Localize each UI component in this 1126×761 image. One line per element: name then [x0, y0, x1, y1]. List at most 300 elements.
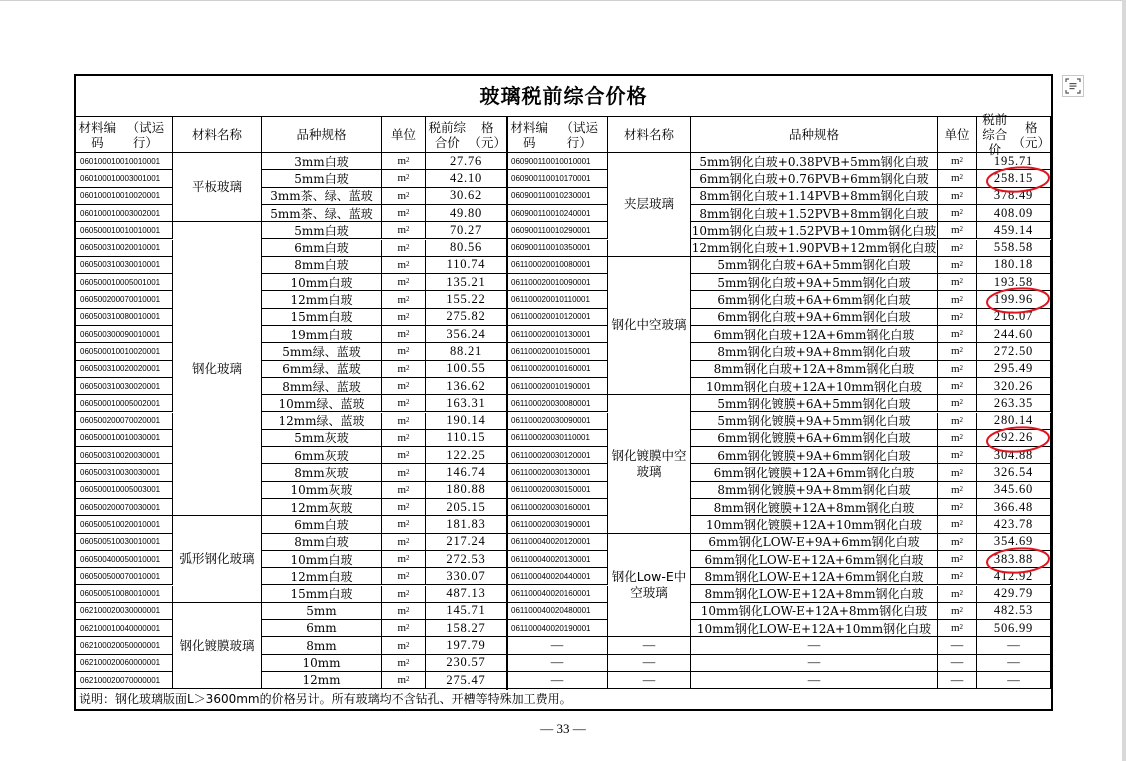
- material-code-cell: 060500310030030001: [76, 464, 173, 481]
- unit-text: m: [397, 258, 407, 271]
- material-code-cell: 062100020060000001: [76, 655, 173, 672]
- empty-dash-cell: —: [608, 637, 691, 654]
- price-cell: 135.21: [426, 274, 507, 291]
- price-cell: 110.15: [426, 430, 507, 447]
- unit-superscript: 2: [406, 502, 410, 511]
- price-cell: 110.74: [426, 257, 507, 274]
- spec-cell: 8mm钢化LOW-E+12A+8mm钢化白玻: [691, 586, 938, 603]
- table-title: 玻璃税前综合价格: [76, 76, 1051, 117]
- unit-text: m: [397, 431, 407, 444]
- spec-cell: 3mm茶、绿、蓝玻: [262, 188, 382, 205]
- empty-dash-cell: —: [507, 672, 608, 689]
- price-cell: 42.10: [426, 170, 507, 187]
- material-code-cell: 061100020030160001: [507, 499, 608, 516]
- unit-text: m: [950, 207, 960, 220]
- spec-cell: 10mm钢化镀膜+12A+10mm钢化白玻: [691, 516, 938, 533]
- material-code-cell: 060500010005001001: [76, 274, 173, 291]
- material-code-cell: 060500310030010001: [76, 257, 173, 274]
- price-cell: 354.69: [977, 534, 1051, 551]
- header-line: 税前综合价: [982, 112, 1008, 157]
- unit-text: m: [950, 155, 960, 168]
- material-name-cell: 钢化中空玻璃: [608, 257, 691, 395]
- price-cell: 258.15: [977, 170, 1051, 187]
- unit-superscript: 2: [959, 484, 964, 493]
- material-code-cell: 060900110010010001: [507, 153, 608, 170]
- unit-cell: [382, 568, 426, 585]
- spec-cell: 6mm钢化镀膜+9A+6mm钢化白玻: [691, 447, 938, 464]
- spec-cell: 6mm钢化镀膜+12A+6mm钢化白玻: [691, 464, 938, 481]
- unit-text: m: [397, 224, 407, 237]
- material-code-cell: 060500200070010001: [76, 291, 173, 308]
- empty-dash-cell: —: [977, 672, 1051, 689]
- material-code-cell: 060500310020010001: [76, 240, 173, 257]
- header-line: 单位: [944, 127, 970, 142]
- material-code-cell: 062100020030000001: [76, 603, 173, 620]
- material-code-cell: 060500510080010001: [76, 586, 173, 603]
- unit-cell: [382, 274, 426, 291]
- material-code-cell: 061100020010110001: [507, 291, 608, 308]
- unit-text: m: [950, 587, 960, 600]
- price-cell: 345.60: [977, 482, 1051, 499]
- unit-text: m: [950, 622, 960, 635]
- spec-cell: 10mm: [262, 655, 382, 672]
- material-code-cell: 061100020010190001: [507, 378, 608, 395]
- unit-superscript: 2: [959, 432, 964, 441]
- unit-text: m: [397, 207, 407, 220]
- unit-text: m: [397, 241, 407, 254]
- page-number: — 33 —: [540, 721, 586, 736]
- empty-dash-cell: —: [507, 655, 608, 672]
- material-code-cell: 060100010010020001: [76, 188, 173, 205]
- spec-cell: 6mm钢化白玻+0.76PVB+6mm钢化白玻: [691, 170, 938, 187]
- price-cell: 280.14: [977, 413, 1051, 430]
- price-cell: 459.14: [977, 222, 1051, 239]
- unit-text: m: [397, 570, 407, 583]
- unit-superscript: 2: [406, 225, 410, 234]
- spec-cell: 12mm灰玻: [262, 499, 382, 516]
- material-code-cell: 061100040020190001: [507, 620, 608, 637]
- header-line: 格（元）: [1012, 119, 1051, 150]
- unit-superscript: 2: [406, 363, 410, 372]
- price-cell: 423.78: [977, 516, 1051, 533]
- unit-text: m: [950, 258, 960, 271]
- unit-text: m: [950, 189, 960, 202]
- unit-cell: [938, 603, 977, 620]
- unit-superscript: 2: [959, 156, 964, 165]
- unit-cell: [382, 205, 426, 222]
- unit-superscript: 2: [406, 294, 410, 303]
- unit-cell: [938, 240, 977, 257]
- spec-cell: 15mm白玻: [262, 586, 382, 603]
- unit-cell: [382, 170, 426, 187]
- spec-cell: 15mm白玻: [262, 309, 382, 326]
- unit-superscript: 2: [959, 346, 964, 355]
- price-cell: 292.26: [977, 430, 1051, 447]
- spec-cell: 10mm灰玻: [262, 482, 382, 499]
- price-cell: 412.92: [977, 568, 1051, 585]
- unit-text: m: [950, 224, 960, 237]
- spec-cell: 10mm绿、蓝玻: [262, 395, 382, 412]
- top-border: [0, 0, 1126, 1]
- spec-cell: 8mm钢化镀膜+9A+8mm钢化白玻: [691, 482, 938, 499]
- spec-cell: 5mm钢化镀膜+9A+5mm钢化白玻: [691, 413, 938, 430]
- unit-superscript: 2: [406, 346, 410, 355]
- unit-text: m: [397, 380, 407, 393]
- unit-superscript: 2: [959, 381, 964, 390]
- material-code-cell: 061100020030110001: [507, 430, 608, 447]
- material-code-cell: 060900110010290001: [507, 222, 608, 239]
- price-cell: 136.62: [426, 378, 507, 395]
- material-name-cell: 钢化镀膜玻璃: [173, 603, 262, 690]
- unit-text: m: [397, 172, 407, 185]
- table-note: 说明：钢化玻璃版面L＞3600mm的价格另计。所有玻璃均不含钻孔、开槽等特殊加工费用。: [79, 692, 572, 706]
- material-code-cell: 060500010010030001: [76, 430, 173, 447]
- material-code-cell: 061100040020480001: [507, 603, 608, 620]
- price-cell: 326.54: [977, 464, 1051, 481]
- material-code-cell: 060900110010170001: [507, 170, 608, 187]
- spec-cell: 8mm钢化镀膜+12A+8mm钢化白玻: [691, 499, 938, 516]
- empty-dash-cell: —: [608, 672, 691, 689]
- unit-superscript: 2: [406, 554, 410, 563]
- empty-dash-cell: —: [608, 655, 691, 672]
- price-cell: 263.35: [977, 395, 1051, 412]
- price-cell: 163.31: [426, 395, 507, 412]
- price-cell: 145.71: [426, 603, 507, 620]
- unit-cell: [938, 257, 977, 274]
- price-table: [74, 74, 1053, 711]
- unit-superscript: 2: [959, 605, 964, 614]
- unit-superscript: 2: [406, 605, 410, 614]
- unit-text: m: [397, 276, 407, 289]
- material-code-cell: 062100020050000001: [76, 637, 173, 654]
- unit-superscript: 2: [406, 675, 410, 684]
- unit-cell: [382, 534, 426, 551]
- spec-cell: 5mm白玻: [262, 222, 382, 239]
- unit-cell: [938, 534, 977, 551]
- material-code-cell: 060500200070030001: [76, 499, 173, 516]
- spec-cell: 8mm钢化白玻+1.14PVB+8mm钢化白玻: [691, 188, 938, 205]
- spec-cell: 10mm白玻: [262, 274, 382, 291]
- unit-cell: [382, 672, 426, 689]
- header-line: （试运行）: [560, 119, 598, 150]
- unit-cell: [382, 309, 426, 326]
- unit-superscript: 2: [406, 398, 410, 407]
- spec-cell: 8mm绿、蓝玻: [262, 378, 382, 395]
- unit-text: m: [397, 414, 407, 427]
- spec-cell: 8mm钢化白玻+9A+8mm钢化白玻: [691, 343, 938, 360]
- header-line: 材料编码: [78, 119, 117, 150]
- unit-cell: [382, 482, 426, 499]
- spec-cell: 6mm钢化白玻+6A+6mm钢化白玻: [691, 291, 938, 308]
- material-code-cell: 060500010005002001: [76, 395, 173, 412]
- price-cell: 217.24: [426, 534, 507, 551]
- unit-text: m: [950, 604, 960, 617]
- unit-cell: [938, 291, 977, 308]
- ocr-tool-button[interactable]: [1062, 75, 1084, 97]
- header-price-right: [977, 112, 1051, 157]
- material-code-cell: 061100020030120001: [507, 447, 608, 464]
- material-code-cell: 060500300090010001: [76, 326, 173, 343]
- unit-text: m: [397, 189, 407, 202]
- unit-superscript: 2: [406, 156, 410, 165]
- material-code-cell: 061100020010080001: [507, 257, 608, 274]
- price-cell: 181.83: [426, 516, 507, 533]
- unit-text: m: [950, 310, 960, 323]
- price-cell: 295.49: [977, 361, 1051, 378]
- spec-cell: 10mm钢化LOW-E+12A+10mm钢化白玻: [691, 620, 938, 637]
- header-line: （试运行）: [126, 119, 165, 150]
- spec-cell: 5mm钢化镀膜+6A+5mm钢化白玻: [691, 395, 938, 412]
- price-cell: 275.47: [426, 672, 507, 689]
- price-cell: 275.82: [426, 309, 507, 326]
- unit-cell: [938, 586, 977, 603]
- material-code-cell: 061100020030080001: [507, 395, 608, 412]
- spec-cell: 5mm钢化白玻+9A+5mm钢化白玻: [691, 274, 938, 291]
- header-line: 品种规格: [788, 127, 839, 142]
- empty-dash-cell: —: [938, 672, 977, 689]
- unit-superscript: 2: [959, 242, 964, 251]
- unit-cell: [382, 188, 426, 205]
- price-cell: 244.60: [977, 326, 1051, 343]
- unit-text: m: [397, 604, 407, 617]
- unit-superscript: 2: [959, 329, 964, 338]
- spec-cell: 5mm绿、蓝玻: [262, 343, 382, 360]
- unit-text: m: [950, 570, 960, 583]
- unit-superscript: 2: [959, 450, 964, 459]
- unit-superscript: 2: [406, 450, 410, 459]
- material-code-cell: 060500510020010001: [76, 516, 173, 533]
- unit-superscript: 2: [406, 467, 410, 476]
- price-cell: 272.50: [977, 343, 1051, 360]
- price-cell: 30.62: [426, 188, 507, 205]
- unit-text: m: [397, 656, 407, 669]
- header-line: 品种规格: [296, 127, 347, 142]
- spec-cell: 8mm钢化白玻+1.52PVB+8mm钢化白玻: [691, 205, 938, 222]
- unit-text: m: [950, 501, 960, 514]
- empty-dash-cell: —: [977, 655, 1051, 672]
- empty-dash-cell: —: [691, 672, 938, 689]
- price-cell: 193.58: [977, 274, 1051, 291]
- unit-text: m: [950, 431, 960, 444]
- unit-superscript: 2: [406, 571, 410, 580]
- unit-superscript: 2: [406, 329, 410, 338]
- material-code-cell: 060500400050010001: [76, 551, 173, 568]
- unit-superscript: 2: [406, 588, 410, 597]
- unit-superscript: 2: [959, 571, 964, 580]
- unit-cell: [938, 447, 977, 464]
- price-cell: 429.79: [977, 586, 1051, 603]
- unit-text: m: [950, 518, 960, 531]
- header-code-left: [76, 117, 173, 153]
- spec-cell: 12mm钢化白玻+1.90PVB+12mm钢化白玻: [691, 241, 937, 256]
- unit-cell: [938, 499, 977, 516]
- unit-text: m: [397, 155, 407, 168]
- unit-superscript: 2: [959, 225, 964, 234]
- header-name-left: [173, 117, 262, 153]
- material-name-cell: 钢化镀膜中空玻璃: [608, 395, 691, 533]
- material-code-cell: 060500010005003001: [76, 482, 173, 499]
- price-cell: 70.27: [426, 222, 507, 239]
- unit-cell: [938, 222, 977, 239]
- unit-cell: [938, 378, 977, 395]
- unit-cell: [382, 395, 426, 412]
- price-cell: 330.07: [426, 568, 507, 585]
- unit-text: m: [397, 362, 407, 375]
- price-cell: 482.53: [977, 603, 1051, 620]
- material-code-cell: 061100020010160001: [507, 361, 608, 378]
- unit-cell: [382, 361, 426, 378]
- spec-cell: 10mm钢化白玻+12A+10mm钢化白玻: [691, 378, 938, 395]
- material-code-cell: 061100020030130001: [507, 464, 608, 481]
- price-cell: 272.53: [426, 551, 507, 568]
- unit-text: m: [950, 414, 960, 427]
- spec-cell: 19mm白玻: [262, 326, 382, 343]
- unit-cell: [382, 655, 426, 672]
- unit-cell: [382, 620, 426, 637]
- unit-cell: [382, 447, 426, 464]
- unit-text: m: [397, 622, 407, 635]
- spec-cell: 10mm钢化LOW-E+12A+8mm钢化白玻: [691, 603, 938, 620]
- price-cell: 122.25: [426, 447, 507, 464]
- material-name-cell: 钢化玻璃: [173, 222, 262, 516]
- unit-text: m: [397, 587, 407, 600]
- unit-superscript: 2: [406, 190, 410, 199]
- spec-cell: 12mm白玻: [262, 568, 382, 585]
- material-code-cell: 062100020070000001: [76, 672, 173, 689]
- material-code-cell: 060500310030020001: [76, 378, 173, 395]
- material-code-cell: 062100010040000001: [76, 620, 173, 637]
- unit-superscript: 2: [959, 311, 964, 320]
- material-name-cell: 平板玻璃: [173, 153, 262, 222]
- unit-text: m: [950, 241, 960, 254]
- unit-superscript: 2: [959, 190, 964, 199]
- material-code-cell: 060500310080010001: [76, 309, 173, 326]
- header-price-left: [426, 117, 507, 153]
- unit-superscript: 2: [959, 398, 964, 407]
- unit-cell: [382, 637, 426, 654]
- unit-cell: [938, 413, 977, 430]
- empty-dash-cell: —: [691, 637, 938, 654]
- price-cell: 230.57: [426, 655, 507, 672]
- price-cell: 558.58: [977, 240, 1051, 257]
- unit-text: m: [397, 293, 407, 306]
- unit-superscript: 2: [959, 173, 964, 182]
- unit-text: m: [950, 535, 960, 548]
- material-code-cell: 061100040020130001: [507, 551, 608, 568]
- unit-text: m: [950, 362, 960, 375]
- header-spec-right: [691, 117, 938, 153]
- price-cell: 180.18: [977, 257, 1051, 274]
- unit-superscript: 2: [406, 640, 410, 649]
- unit-superscript: 2: [406, 208, 410, 217]
- unit-cell: [938, 551, 977, 568]
- price-cell: 506.99: [977, 620, 1051, 637]
- unit-superscript: 2: [406, 173, 410, 182]
- unit-text: m: [950, 380, 960, 393]
- spec-cell: 6mm钢化LOW-E+9A+6mm钢化白玻: [691, 534, 938, 551]
- unit-cell: [938, 361, 977, 378]
- unit-cell: [938, 343, 977, 360]
- price-cell: 320.26: [977, 378, 1051, 395]
- unit-text: m: [397, 674, 407, 687]
- unit-text: m: [950, 172, 960, 185]
- unit-superscript: 2: [959, 623, 964, 632]
- price-cell: 80.56: [426, 240, 507, 257]
- spec-cell: 8mm钢化LOW-E+12A+6mm钢化白玻: [691, 568, 938, 585]
- spec-cell: 3mm白玻: [262, 153, 382, 170]
- material-name-cell: 弧形钢化玻璃: [173, 516, 262, 603]
- unit-text: m: [950, 449, 960, 462]
- unit-cell: [938, 568, 977, 585]
- spec-cell: 5mm茶、绿、蓝玻: [262, 205, 382, 222]
- material-code-cell: 060500200070020001: [76, 413, 173, 430]
- price-cell: 49.80: [426, 205, 507, 222]
- unit-cell: [382, 516, 426, 533]
- unit-cell: [938, 430, 977, 447]
- price-cell: 155.22: [426, 291, 507, 308]
- unit-text: m: [397, 466, 407, 479]
- unit-superscript: 2: [959, 519, 964, 528]
- price-cell: 356.24: [426, 326, 507, 343]
- unit-text: m: [950, 397, 960, 410]
- unit-cell: [382, 291, 426, 308]
- material-code-cell: 060500510030010001: [76, 534, 173, 551]
- material-code-cell: 060500010010020001: [76, 343, 173, 360]
- price-cell: 487.13: [426, 586, 507, 603]
- material-code-cell: 060500500070010001: [76, 568, 173, 585]
- text-recognition-icon: [1063, 76, 1083, 96]
- header-line: 材料名称: [623, 127, 674, 142]
- unit-cell: [382, 603, 426, 620]
- unit-text: m: [950, 293, 960, 306]
- spec-cell: 8mm白玻: [262, 257, 382, 274]
- spec-cell: 12mm绿、蓝玻: [262, 413, 382, 430]
- unit-superscript: 2: [406, 242, 410, 251]
- spec-cell: 6mm灰玻: [262, 447, 382, 464]
- header-line: 材料名称: [191, 127, 242, 142]
- unit-cell: [382, 378, 426, 395]
- header-name-right: [608, 117, 691, 153]
- unit-cell: [382, 343, 426, 360]
- spec-cell: 5mm钢化白玻+6A+5mm钢化白玻: [691, 257, 938, 274]
- spec-cell: 10mm白玻: [262, 551, 382, 568]
- header-code-right: [507, 117, 608, 153]
- spec-cell: 6mm钢化LOW-E+12A+6mm钢化白玻: [691, 551, 938, 568]
- unit-superscript: 2: [406, 484, 410, 493]
- unit-superscript: 2: [406, 415, 410, 424]
- unit-cell: [382, 153, 426, 170]
- unit-superscript: 2: [959, 208, 964, 217]
- unit-superscript: 2: [959, 588, 964, 597]
- spec-cell: 5mm钢化白玻+0.38PVB+5mm钢化白玻: [691, 153, 938, 170]
- unit-superscript: 2: [959, 415, 964, 424]
- unit-text: m: [397, 310, 407, 323]
- unit-cell: [382, 586, 426, 603]
- scrollbar-track[interactable]: [1122, 0, 1126, 761]
- unit-text: m: [950, 466, 960, 479]
- spec-cell: 12mm白玻: [262, 291, 382, 308]
- spec-cell: 8mm钢化白玻+12A+8mm钢化白玻: [691, 361, 938, 378]
- unit-cell: [938, 464, 977, 481]
- unit-text: m: [950, 553, 960, 566]
- unit-superscript: 2: [959, 502, 964, 511]
- header-line: 格（元）: [468, 119, 507, 150]
- unit-superscript: 2: [406, 536, 410, 545]
- spec-cell: 8mm: [262, 637, 382, 654]
- unit-cell: [938, 188, 977, 205]
- spec-cell: 5mm白玻: [262, 170, 382, 187]
- unit-cell: [938, 395, 977, 412]
